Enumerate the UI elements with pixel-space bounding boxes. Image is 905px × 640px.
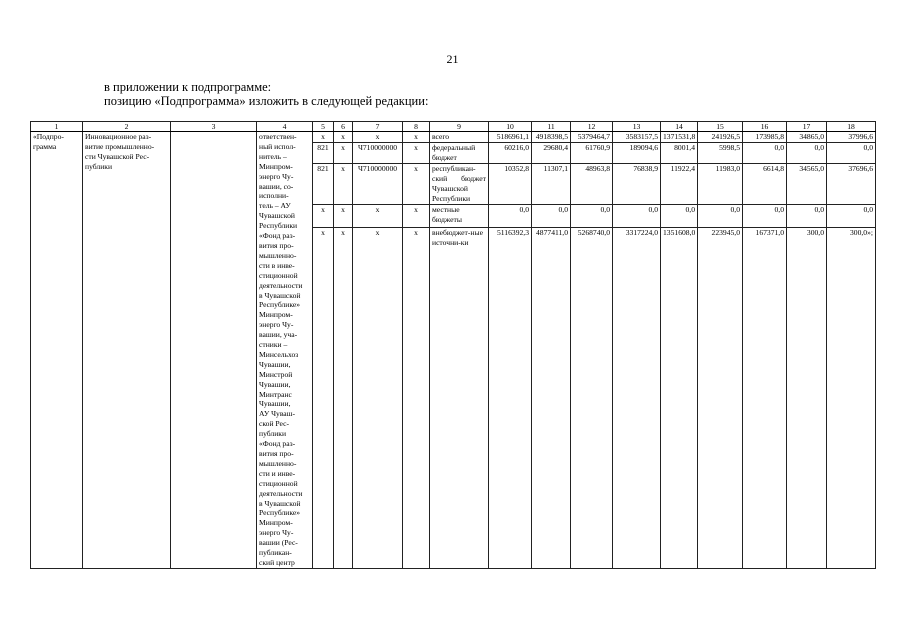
grbs-cell: 821	[313, 164, 334, 205]
section-cell: x	[334, 132, 353, 143]
value-cell: 300,0	[787, 227, 827, 568]
target-article-cell: x	[353, 204, 403, 227]
empty-cell	[171, 132, 257, 569]
header-cell: 14	[661, 122, 698, 132]
value-cell: 3583157,5	[613, 132, 661, 143]
section-cell: x	[334, 227, 353, 568]
value-cell: 5379464,7	[571, 132, 613, 143]
header-cell: 15	[698, 122, 743, 132]
value-cell: 167371,0	[743, 227, 787, 568]
value-cell: 6614,8	[743, 164, 787, 205]
header-cell: 8	[403, 122, 430, 132]
value-cell: 5998,5	[698, 143, 743, 164]
header-cell: 12	[571, 122, 613, 132]
value-cell: 0,0	[787, 143, 827, 164]
source-cell: всего	[430, 132, 489, 143]
table-row	[31, 132, 876, 143]
value-cell: 34865,0	[787, 132, 827, 143]
source-cell: республикан-ский бюджет Чувашской Республики	[430, 164, 489, 205]
program-name-cell: Инновационное раз- витие промышленно- сти Чувашской Рес- публики	[83, 132, 171, 569]
value-cell: 3317224,0	[613, 227, 661, 568]
header-cell: 5	[313, 122, 334, 132]
section-cell: x	[334, 143, 353, 164]
value-cell: 0,0	[613, 204, 661, 227]
header-cell: 3	[171, 122, 257, 132]
header-cell: 4	[257, 122, 313, 132]
value-cell: 0,0	[698, 204, 743, 227]
subprogram-table	[30, 121, 876, 569]
expense-group-cell: x	[403, 204, 430, 227]
value-cell: 0,0	[661, 204, 698, 227]
source-cell: местные бюджеты	[430, 204, 489, 227]
value-cell: 4877411,0	[532, 227, 571, 568]
target-article-cell: Ч710000000	[353, 143, 403, 164]
expense-group-cell: x	[403, 143, 430, 164]
value-cell: 189094,6	[613, 143, 661, 164]
value-cell: 1371531,8	[661, 132, 698, 143]
value-cell: 11307,1	[532, 164, 571, 205]
header-cell: 17	[787, 122, 827, 132]
value-cell: 5268740,0	[571, 227, 613, 568]
value-cell: 223945,0	[698, 227, 743, 568]
intro-line: позицию «Подпрограмма» изложить в следующей редакции:	[104, 94, 429, 108]
value-cell: 0,0	[827, 143, 876, 164]
header-cell: 9	[430, 122, 489, 132]
header-cell: 18	[827, 122, 876, 132]
value-cell: 0,0	[571, 204, 613, 227]
value-cell: 8001,4	[661, 143, 698, 164]
source-cell: федеральный бюджет	[430, 143, 489, 164]
value-cell: 76838,9	[613, 164, 661, 205]
header-cell: 6	[334, 122, 353, 132]
header-cell: 2	[83, 122, 171, 132]
target-article-cell: x	[353, 227, 403, 568]
target-article-cell: Ч710000000	[353, 164, 403, 205]
intro-text	[104, 80, 428, 108]
value-cell: 1351608,0	[661, 227, 698, 568]
section-cell: x	[334, 164, 353, 205]
header-row	[31, 122, 876, 132]
value-cell: 29680,4	[532, 143, 571, 164]
source-cell: внебюджет-ные источни-ки	[430, 227, 489, 568]
value-cell: 0,0	[532, 204, 571, 227]
expense-group-cell: x	[403, 164, 430, 205]
executor-cell: ответствен- ный испол- нитель – Минпром- энерго Чу- вашии, со- исполни- тель – АУ Чувашской Республики «Фонд раз- вития про- мышленно- сти в инве- стиционной деятельности в Чувашской Республике» Минпром- энерго Чу- вашии, уча- стники – Минсельхоз Чувашии, Минстрой Чувашии, Минтранс Чувашии, АУ Чуваш- ской Рес- публики «Фонд раз- вития про- мышленно- сти и инве- стиционной деятельности в Чувашской Республике» Минпром- энерго Чу- вашии (Рес- публикан- ский центр	[257, 132, 313, 569]
section-cell: x	[334, 204, 353, 227]
header-cell: 13	[613, 122, 661, 132]
value-cell: 34565,0	[787, 164, 827, 205]
header-cell: 11	[532, 122, 571, 132]
expense-group-cell: x	[403, 227, 430, 568]
value-cell: 241926,5	[698, 132, 743, 143]
value-cell: 0,0	[743, 143, 787, 164]
value-cell: 300,0»;	[827, 227, 876, 568]
value-cell: 48963,8	[571, 164, 613, 205]
header-cell: 16	[743, 122, 787, 132]
value-cell: 0,0	[787, 204, 827, 227]
value-cell: 5116392,3	[489, 227, 532, 568]
grbs-cell: x	[313, 204, 334, 227]
value-cell: 4918398,5	[532, 132, 571, 143]
value-cell: 37996,6	[827, 132, 876, 143]
target-article-cell: x	[353, 132, 403, 143]
value-cell: 11922,4	[661, 164, 698, 205]
value-cell: 37696,6	[827, 164, 876, 205]
value-cell: 11983,0	[698, 164, 743, 205]
intro-line: в приложении к подпрограмме:	[104, 80, 272, 94]
grbs-cell: x	[313, 227, 334, 568]
page-number: 21	[446, 52, 459, 66]
value-cell: 60216,0	[489, 143, 532, 164]
header-cell: 7	[353, 122, 403, 132]
grbs-cell: x	[313, 132, 334, 143]
grbs-cell: 821	[313, 143, 334, 164]
value-cell: 5186961,1	[489, 132, 532, 143]
value-cell: 0,0	[743, 204, 787, 227]
expense-group-cell: x	[403, 132, 430, 143]
value-cell: 0,0	[489, 204, 532, 227]
value-cell: 173985,8	[743, 132, 787, 143]
value-cell: 10352,8	[489, 164, 532, 205]
program-type-cell: «Подпро- грамма	[31, 132, 83, 569]
header-cell: 1	[31, 122, 83, 132]
header-cell: 10	[489, 122, 532, 132]
value-cell: 61760,9	[571, 143, 613, 164]
value-cell: 0,0	[827, 204, 876, 227]
